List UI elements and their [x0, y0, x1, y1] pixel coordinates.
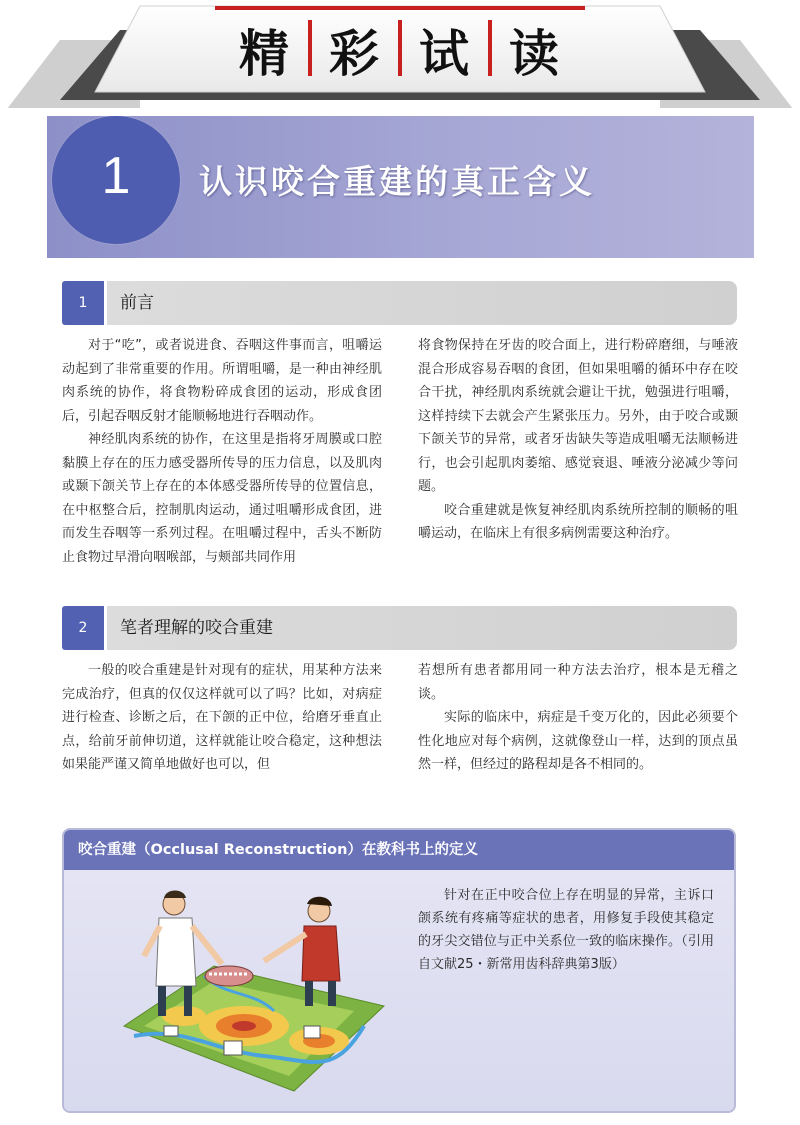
paragraph: 若想所有患者都用同一种方法去治疗，根本是无稽之谈。	[418, 663, 738, 702]
definition-header	[64, 830, 734, 870]
paragraph: 神经肌肉系统的协作，在这里是指将牙周膜或口腔黏膜上存在的压力感受器所传导的压力信息，以及肌肉或颞下颌关节上存在的本体感受器所传导的位置信息，在中枢整合后，控制肌肉运动，通过咀嚼形成食团，进而发生吞咽等一系列过程。在咀嚼过程中，舌头不断防止食物过早滑向咽喉部，与颊部共同作用	[62, 432, 382, 565]
section-1-left-column	[62, 334, 382, 569]
section-bar	[107, 281, 737, 325]
definition-title: 咬合重建（Occlusal Reconstruction）在教科书上的定义	[78, 842, 478, 858]
banner-char: 精	[239, 25, 291, 83]
definition-paragraph: 针对在正中咬合位上存在明显的异常，主诉口颌系统有疼痛等症状的患者，用修复手段使其稳定的牙尖交错位与正中关系位一致的临床操作。（引用自文献25・新常用齿科辞典第3版）	[418, 888, 714, 972]
banner-char: 读	[509, 25, 561, 83]
chapter-header	[47, 116, 754, 258]
paragraph: 实际的临床中，病症是千变万化的，因此必须要个性化地应对每个病例，这就像登山一样，达到的顶点虽然一样，但经过的路程却是各不相同的。	[418, 710, 738, 772]
section-title: 笔者理解的咬合重建	[120, 618, 273, 638]
paragraph: 一般的咬合重建是针对现有的症状，用某种方法来完成治疗，但真的仅仅这样就可以了吗？比如，对病症进行检查、诊断之后，在下颌的正中位，给磨牙垂直止点，给前牙前伸切道，这样就能让咬合稳定，这种想法如果能严谨又简单地做好也可以，但	[62, 663, 382, 772]
chapter-title: 认识咬合重建的真正含义	[199, 162, 595, 201]
section-2-left-column	[62, 659, 382, 777]
top-banner	[0, 0, 800, 118]
definition-text	[418, 884, 714, 976]
section-title: 前言	[120, 293, 154, 313]
chapter-number: 1	[101, 147, 131, 205]
paragraph: 咬合重建就是恢复神经肌肉系统所控制的顺畅的咀嚼运动，在临床上有很多病例需要这种治疗。	[418, 502, 738, 541]
paragraph: 对于“吃”，或者说进食、吞咽这件事而言，咀嚼运动起到了非常重要的作用。所谓咀嚼，是一种由神经肌肉系统的协作，将食物粉碎成食团的运动，形成食团后，引起吞咽反射才能顺畅地进行吞咽动作。	[62, 338, 382, 424]
section-1-right-column	[418, 334, 738, 546]
section-number: 1	[62, 281, 104, 325]
banner-char: 试	[419, 25, 471, 83]
paragraph: 将食物保持在牙齿的咬合面上，进行粉碎磨细，与唾液混合形成容易吞咽的食团，但如果咀嚼的循环中存在咬合干扰，神经肌肉系统就会避让干扰，勉强进行咀嚼，这样持续下去就会产生紧张压力。另外，由于咬合或颞下颌关节的异常，或者牙齿缺失等造成咀嚼无法顺畅进行，也会引起肌肉萎缩、感觉衰退、唾液分泌减少等问题。	[418, 338, 738, 494]
section-header-2	[62, 606, 737, 650]
section-number: 2	[62, 606, 104, 650]
definition-box	[62, 828, 736, 1113]
banner-char: 彩	[329, 25, 381, 83]
dentist-map-illustration-icon	[104, 876, 394, 1096]
section-header-1	[62, 281, 737, 325]
section-2-right-column	[418, 659, 738, 777]
